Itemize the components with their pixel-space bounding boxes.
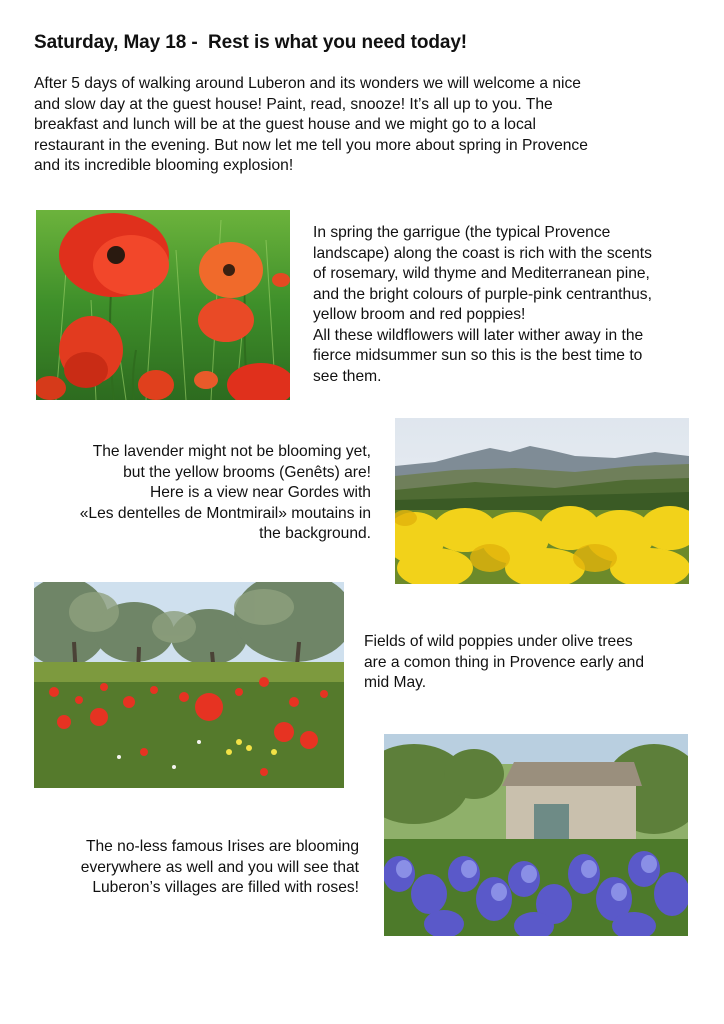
section-line: landscape) along the coast is rich with the scents [313, 244, 652, 262]
section-line: and the bright colours of purple-pink centranthus, [313, 285, 652, 303]
yellow-broom-gordes-photo [395, 418, 689, 584]
intro-line: After 5 days of walking around Luberon and its wonders we will welcome a nice [34, 75, 581, 92]
section-line: the background. [259, 525, 371, 542]
irises-photo [384, 734, 688, 936]
red-poppies-photo [36, 210, 290, 400]
section-line: everywhere as well and you will see that [80, 858, 359, 876]
section-text [40, 442, 371, 545]
section-line: are a comon thing in Provence early and [364, 653, 644, 671]
intro-line: breakfast and lunch will be at the guest house and we might go to a local [34, 116, 536, 133]
section-line: Luberon’s villages are filled with roses! [92, 879, 359, 896]
section-text [313, 223, 698, 387]
section-text [364, 632, 704, 694]
section-line: In spring the garrigue (the typical Provence [313, 224, 611, 241]
intro-line: and its incredible blooming explosion! [34, 157, 294, 174]
section-line: The lavender might not be blooming yet, [92, 443, 371, 460]
section-line: fierce midsummer sun so this is the best time to [313, 347, 643, 364]
section-line: Here is a view near Gordes with [149, 484, 371, 501]
section-line: The no-less famous Irises are blooming [85, 838, 359, 855]
intro-paragraph [34, 74, 674, 177]
section-line: mid May. [364, 674, 427, 691]
section-line: see them. [313, 367, 382, 385]
section-text [40, 837, 359, 899]
intro-line: restaurant in the evening. But now let me tell you more about spring in Provence [34, 136, 588, 154]
section-line: All these wildflowers will later wither away in the [313, 326, 644, 344]
section-line: of rosemary, wild thyme and Mediterranean pine, [313, 265, 650, 282]
poppies-olive-trees-photo [34, 582, 344, 788]
section-line: yellow broom and red poppies! [313, 306, 526, 323]
page-title: Saturday, May 18 - Rest is what you need today! [34, 32, 468, 53]
section-line: but the yellow brooms (Genêts) are! [123, 463, 371, 481]
section-line: Fields of wild poppies under olive trees [364, 633, 633, 650]
section-line: «Les dentelles de Montmirail» moutains in [79, 504, 371, 522]
intro-line: and slow day at the guest house! Paint, read, snooze! It’s all up to you. The [34, 95, 553, 113]
